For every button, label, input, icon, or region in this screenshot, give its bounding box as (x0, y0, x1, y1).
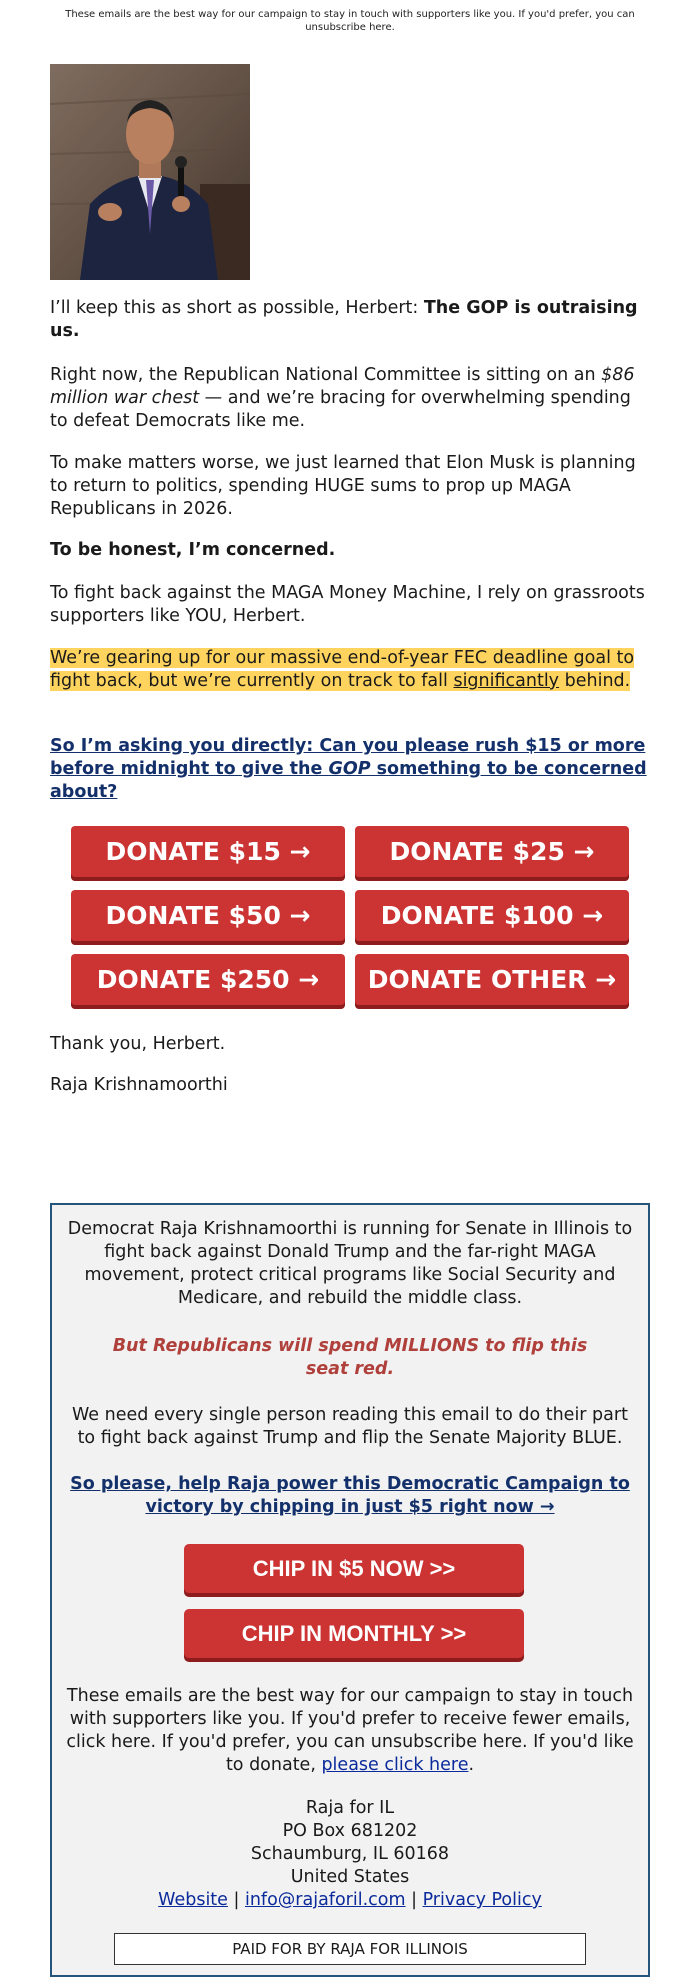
p6-underline: significantly (453, 671, 560, 691)
email-link[interactable]: info@rajaforil.com (244, 1890, 406, 1910)
donate-250-button[interactable]: DONATE $250 → (71, 954, 345, 1005)
disclaimer-text: These emails are the best way for our campaign to stay in touch with supporters like you. If you'd prefer to receive fewer emails, click here. If you'd prefer, you can unsubscribe here. If you'd like to donate, (66, 1686, 634, 1775)
link-separator: | (227, 1890, 245, 1910)
intro-bold: The GOP is outraising us. (50, 298, 638, 341)
p3-text: To make matters worse, we just learned that Elon Musk is planning to return to politics, spending HUGE sums to prop up MAGA Republicans in 2026. (50, 453, 636, 519)
p6-text-a: We’re gearing up for our massive end-of-year FEC deadline goal to fight back, but we’re currently on track to fall (50, 648, 635, 691)
footer-links (66, 1889, 634, 1912)
p4-text: To be honest, I’m concerned. (50, 540, 336, 560)
footer-box (50, 1203, 650, 1977)
candidate-photo (50, 64, 250, 280)
musk-paragraph (50, 452, 650, 521)
p2-text-b: — and we’re bracing for overwhelming spending to defeat Democrats like me. (50, 388, 631, 431)
donate-50-button[interactable]: DONATE $50 → (71, 890, 345, 941)
p2-emphasis: $86 million war chest (50, 365, 635, 408)
p6-text-b: behind. (559, 671, 631, 691)
candidate-photo-image (50, 64, 250, 280)
footer-call: We need every single person reading this email to do their part to fight back against Trump and flip the Senate Majority BLUE. (72, 1405, 628, 1448)
donate-25-button[interactable]: DONATE $25 → (355, 826, 629, 877)
ask-emphasis: GOP (328, 759, 371, 779)
footer-intro: Democrat Raja Krishnamoorthi is running for Senate in Illinois to fight back against Donald Trump and the far-right MAGA movement, protect critical programs like Social Security and Medicare, and rebuild the middle class. (67, 1219, 633, 1308)
footer-chip-link[interactable]: So please, help Raja power this Democratic Campaign to victory by chipping in just $5 right now → (70, 1474, 630, 1517)
address-line-1: Raja for IL (305, 1798, 395, 1818)
privacy-policy-link[interactable]: Privacy Policy (422, 1890, 542, 1910)
p2-text-a: Right now, the Republican National Committee is sitting on an (50, 365, 602, 385)
ask-text-b: something to be concerned about? (50, 759, 647, 802)
intro-text: I’ll keep this as short as possible, Herbert: (50, 298, 424, 318)
footer-address (66, 1797, 634, 1912)
footer-warning: But Republicans will spend MILLIONS to flip this seat red. (112, 1336, 588, 1379)
chip-in-monthly-button[interactable]: CHIP IN MONTHLY >> (184, 1609, 524, 1658)
intro-paragraph (50, 297, 650, 343)
war-chest-paragraph (50, 364, 650, 433)
ask-link[interactable] (50, 735, 650, 804)
signature: Raja Krishnamoorthi (50, 1075, 228, 1095)
p5-text: To fight back against the MAGA Money Machine, I rely on grassroots supporters like YOU, Herbert. (50, 583, 645, 626)
chip-in-5-button[interactable]: CHIP IN $5 NOW >> (184, 1544, 524, 1593)
grassroots-paragraph (50, 582, 650, 628)
footer-disclaimer (66, 1685, 634, 1777)
website-link[interactable]: Website (158, 1890, 228, 1910)
paid-for-disclaimer: PAID FOR BY RAJA FOR ILLINOIS (114, 1933, 586, 1965)
donate-link[interactable]: please click here (321, 1755, 469, 1775)
disclaimer-period: . (468, 1755, 475, 1775)
thanks-text: Thank you, Herbert. (50, 1034, 226, 1054)
link-separator-2: | (405, 1890, 423, 1910)
ask-text-a: So I’m asking you directly: Can you please rush $15 or more before midnight to give the (50, 736, 646, 779)
donate-other-button[interactable]: DONATE OTHER → (355, 954, 629, 1005)
concerned-paragraph (50, 539, 650, 562)
address-line-4: United States (290, 1867, 410, 1887)
donate-100-button[interactable]: DONATE $100 → (355, 890, 629, 941)
donate-15-button[interactable]: DONATE $15 → (71, 826, 345, 877)
preheader-text: These emails are the best way for our campaign to stay in touch with supporters like you. If you'd prefer, you can unsubscribe here. (65, 9, 635, 33)
address-line-2: PO Box 681202 (282, 1821, 418, 1841)
address-line-3: Schaumburg, IL 60168 (250, 1844, 450, 1864)
deadline-paragraph (50, 647, 650, 693)
